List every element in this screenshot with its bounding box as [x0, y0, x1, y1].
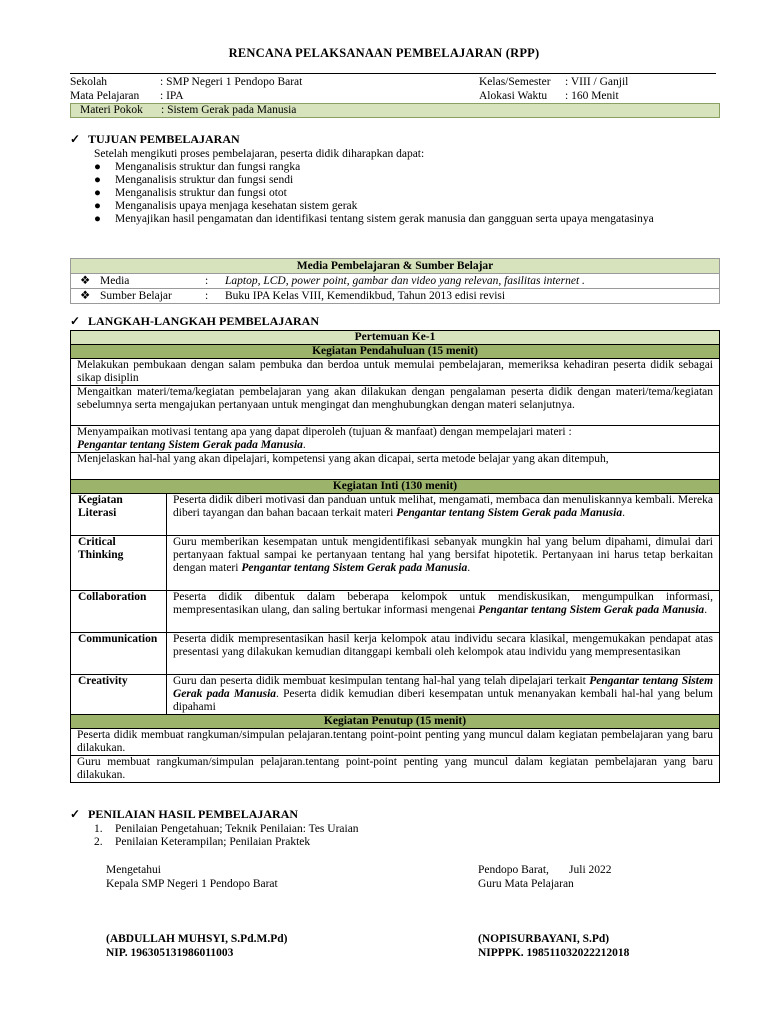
materi-label: Materi Pokok	[80, 104, 143, 116]
bullet-icon: ●	[94, 213, 101, 225]
list-item: ● Menganalisis upaya menjaga kesehatan sistem gerak	[94, 200, 358, 212]
title-rule	[70, 73, 716, 74]
table-row: Menjelaskan hal-hal yang akan dipelajari, kompetensi yang akan dicapai, serta metode belajar yang akan ditempuh,	[71, 453, 720, 480]
penutup-heading: Kegiatan Penutup (15 menit)	[71, 715, 720, 729]
penilaian-heading	[70, 808, 298, 821]
tujuan-list	[94, 161, 714, 226]
header-row-mapel	[70, 90, 720, 104]
langkah-table	[70, 330, 720, 783]
table-row: Menyampaikan motivasi tentang apa yang dapat diperoleh (tujuan & manfaat) dengan mempelajari materi : Pengantar tentang Sistem Gerak pada Manusia.	[71, 426, 720, 453]
list-item: ● Menganalisis struktur dan fungsi rangka	[94, 161, 301, 173]
table-row: Creativity Guru dan peserta didik membuat kesimpulan tentang hal-hal yang telah dipelajari terkait Pengantar tentang Sistem Gerak pada Manusia. Peserta didik kemudian diberi kesempatan untuk menanyakan kembali hal-hal yang belum dipahami	[71, 675, 720, 715]
list-item: 1. Penilaian Pengetahuan; Teknik Penilaian: Tes Uraian	[94, 823, 359, 835]
media-value: Laptop, LCD, power point, gambar dan video yang relevan, fasilitas internet .	[222, 274, 720, 289]
table-row: Melakukan pembukaan dengan salam pembuka dan berdoa untuk memulai pembelajaran, memeriksa kehadiran peserta didik sebagai sikap disiplin	[71, 359, 720, 386]
sign-left-name: (ABDULLAH MUHSYI, S.Pd.M.Pd)	[106, 933, 288, 945]
check-icon: ✓	[70, 807, 81, 821]
sign-left-line2: Kepala SMP Negeri 1 Pendopo Barat	[106, 878, 278, 890]
sign-right-line1: Pendopo Barat, Juli 2022	[478, 864, 612, 876]
inti-heading: Kegiatan Inti (130 menit)	[71, 480, 720, 494]
table-row: ❖ Sumber Belajar : Buku IPA Kelas VIII, Kemendikbud, Tahun 2013 edisi revisi	[71, 289, 720, 304]
table-row: Guru membuat rangkuman/simpulan pelajaran.tentang point-point penting yang muncul dalam kegiatan pembelajaran yang baru dilakukan.	[71, 756, 720, 783]
langkah-heading-text: LANGKAH-LANGKAH PEMBELAJARAN	[88, 314, 320, 328]
langkah-heading	[70, 315, 319, 328]
pendahuluan-heading: Kegiatan Pendahuluan (15 menit)	[71, 345, 720, 359]
kelas-label: Kelas/Semester	[479, 76, 551, 88]
tujuan-heading-text: TUJUAN PEMBELAJARAN	[88, 132, 240, 146]
sekolah-label: Sekolah	[70, 76, 108, 88]
table-row: Collaboration Peserta didik dibentuk dalam beberapa kelompok untuk mendiskusikan, mengumpulkan informasi, mempresentasikan ulang, dan saling bertukar informasi mengenai Pengantar tentang Sistem Gerak pada Manusia.	[71, 591, 720, 633]
table-row: Mengaitkan materi/tema/kegiatan pembelajaran yang akan dilakukan dengan pengalaman peserta didik dengan materi/tema/kegiatan sebelumnya serta mengajukan pertanyaan untuk mengingat dan menghubungkan dengan materi selanjutnya.	[71, 386, 720, 426]
kelas-value: : VIII / Ganjil	[565, 76, 629, 88]
list-item: ● Menyajikan hasil pengamatan dan identifikasi tentang sistem gerak manusia dan gangguan serta upaya mengatasinya	[94, 213, 654, 225]
bullet-icon: ●	[94, 200, 101, 212]
diamond-icon: ❖	[80, 274, 91, 287]
page-title: RENCANA PELAKSANAAN PEMBELAJARAN (RPP)	[228, 46, 540, 60]
materi-value: : Sistem Gerak pada Manusia	[161, 104, 297, 116]
sekolah-value: : SMP Negeri 1 Pendopo Barat	[160, 76, 303, 88]
table-row: Critical Thinking Guru memberikan kesempatan untuk mengidentifikasi sebanyak mungkin hal yang belum dipahami, dimulai dari pertanyaan faktual sampai ke pertanyaan tentang hal yang bersifat hipotetik. Pertanyaan ini harus tetap berkaitan dengan materi Pengantar tentang Sistem Gerak pada Manusia.	[71, 536, 720, 591]
sign-left-line1: Mengetahui	[106, 864, 161, 876]
penilaian-heading-text: PENILAIAN HASIL PEMBELAJARAN	[88, 807, 299, 821]
tujuan-intro: Setelah mengikuti proses pembelajaran, peserta didik diharapkan dapat:	[94, 148, 425, 160]
list-item: 2. Penilaian Keterampilan; Penilaian Praktek	[94, 836, 311, 848]
sign-left-nip: NIP. 196305131986011003	[106, 947, 234, 959]
sign-right-name: (NOPISURBAYANI, S.Pd)	[478, 933, 610, 945]
sumber-value: Buku IPA Kelas VIII, Kemendikbud, Tahun 2013 edisi revisi	[222, 289, 720, 304]
sign-right-nip: NIPPPK. 198511032022212018	[478, 947, 630, 959]
pertemuan-heading: Pertemuan Ke-1	[71, 331, 720, 345]
table-row: Communication Peserta didik mempresentasikan hasil kerja kelompok atau individu secara klasikal, mengemukakan pendapat atas presentasi yang dilakukan kemudian ditanggapi kembali oleh kelompok atau individu yang mempresentasikan	[71, 633, 720, 675]
check-icon: ✓	[70, 314, 81, 328]
list-item: ● Menganalisis struktur dan fungsi otot	[94, 187, 287, 199]
mapel-label: Mata Pelajaran	[70, 90, 140, 102]
alokasi-value: : 160 Menit	[565, 90, 619, 102]
media-heading: Media Pembelajaran & Sumber Belajar	[71, 259, 720, 274]
tujuan-heading	[70, 133, 240, 146]
bullet-icon: ●	[94, 187, 101, 199]
diamond-icon: ❖	[80, 289, 91, 302]
sign-right-line2: Guru Mata Pelajaran	[478, 878, 574, 890]
table-row: ❖ Media : Laptop, LCD, power point, gambar dan video yang relevan, fasilitas internet .	[71, 274, 720, 289]
penilaian-list	[94, 823, 359, 849]
bullet-icon: ●	[94, 174, 101, 186]
header-row-sekolah	[70, 76, 720, 90]
materi-pokok-row	[70, 103, 720, 118]
bullet-icon: ●	[94, 161, 101, 173]
mapel-value: : IPA	[160, 90, 184, 102]
list-item: ● Menganalisis struktur dan fungsi sendi	[94, 174, 294, 186]
table-row: Peserta didik membuat rangkuman/simpulan pelajaran.tentang point-point penting yang muncul dalam kegiatan pembelajaran yang baru dilakukan.	[71, 729, 720, 756]
table-row: Kegiatan Literasi Peserta didik diberi motivasi dan panduan untuk melihat, mengamati, membaca dan menuliskannya kembali. Mereka diberi tayangan dan bahan bacaan terkait materi Pengantar tentang Sistem Gerak pada Manusia.	[71, 494, 720, 536]
media-table	[70, 258, 720, 304]
alokasi-label: Alokasi Waktu	[479, 90, 548, 102]
check-icon: ✓	[70, 132, 81, 146]
